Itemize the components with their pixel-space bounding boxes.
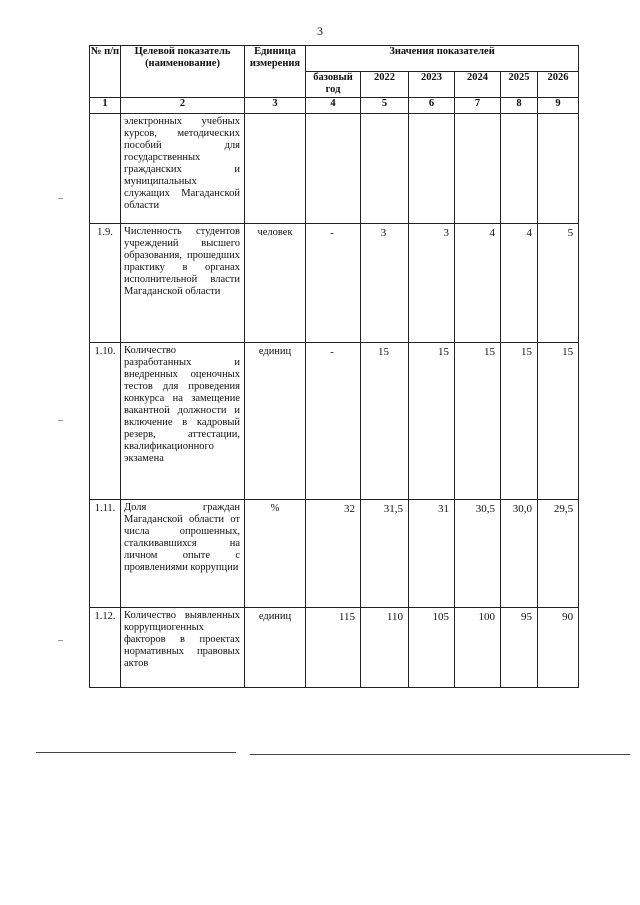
unit: %: [245, 500, 306, 608]
value-2024: [455, 114, 501, 224]
base-year-value: -: [306, 224, 361, 343]
col-number: 3: [245, 98, 306, 114]
value-2026: [538, 114, 579, 224]
indicator-name: Количество выявленных коррупциогенных факторов в проектах нормативных правовых актов: [121, 608, 245, 688]
col-number: 8: [501, 98, 538, 114]
page-bottom-rule: [250, 754, 630, 755]
header-num: № п/п: [90, 46, 121, 98]
header-unit: Единица измерения: [245, 46, 306, 98]
value-2022: 15: [361, 343, 409, 500]
table-row: [90, 608, 579, 688]
value-2022: 3: [361, 224, 409, 343]
value-2026: 90: [538, 608, 579, 688]
value-2025: 4: [501, 224, 538, 343]
page-number: 3: [317, 24, 323, 38]
unit: человек: [245, 224, 306, 343]
col-number: 1: [90, 98, 121, 114]
table-row: [90, 114, 579, 224]
indicator-name: электронных учебных курсов, методических пособий для государственных гражданских и муниципальных служащих Магаданской области: [121, 114, 245, 224]
value-2024: 100: [455, 608, 501, 688]
header-year-2026: 2026: [538, 72, 579, 98]
table-row: [90, 224, 579, 343]
base-year-value: [306, 114, 361, 224]
table-row: [90, 343, 579, 500]
col-number: 9: [538, 98, 579, 114]
unit: единиц: [245, 343, 306, 500]
value-2023: [409, 114, 455, 224]
header-indicator: Целевой показатель (наименование): [121, 46, 245, 98]
value-2025: 15: [501, 343, 538, 500]
row-number: 1.11.: [90, 500, 121, 608]
col-number: 7: [455, 98, 501, 114]
header-base-year: базовый год: [306, 72, 361, 98]
table-row: [90, 500, 579, 608]
margin-tick: [58, 640, 63, 641]
header-year-2024: 2024: [455, 72, 501, 98]
value-2023: 3: [409, 224, 455, 343]
value-2024: 4: [455, 224, 501, 343]
row-number: [90, 114, 121, 224]
unit: [245, 114, 306, 224]
col-number: 4: [306, 98, 361, 114]
value-2024: 30,5: [455, 500, 501, 608]
value-2025: 95: [501, 608, 538, 688]
header-year-2022: 2022: [361, 72, 409, 98]
col-number: 5: [361, 98, 409, 114]
row-number: 1.12.: [90, 608, 121, 688]
value-2026: 15: [538, 343, 579, 500]
col-number: 2: [121, 98, 245, 114]
row-number: 1.9.: [90, 224, 121, 343]
target-indicators-table: [89, 45, 579, 688]
indicator-name: Количество разработанных и внедренных оценочных тестов для проведения конкурса на замещение вакантной должности и включение в кадровый резерв, аттестации, квалификационного экзамена: [121, 343, 245, 500]
value-2022: [361, 114, 409, 224]
value-2025: 30,0: [501, 500, 538, 608]
value-2023: 105: [409, 608, 455, 688]
value-2023: 15: [409, 343, 455, 500]
header-values-group: Значения показателей: [306, 46, 579, 72]
value-2024: 15: [455, 343, 501, 500]
unit: единиц: [245, 608, 306, 688]
base-year-value: 115: [306, 608, 361, 688]
value-2022: 110: [361, 608, 409, 688]
margin-tick: [58, 420, 63, 421]
value-2023: 31: [409, 500, 455, 608]
col-number: 6: [409, 98, 455, 114]
header-year-2025: 2025: [501, 72, 538, 98]
margin-tick: [58, 198, 63, 199]
indicator-name: Доля граждан Магаданской области от числа опрошенных, сталкивавшихся на личном опыте с проявлениями коррупции: [121, 500, 245, 608]
base-year-value: -: [306, 343, 361, 500]
value-2026: 29,5: [538, 500, 579, 608]
value-2026: 5: [538, 224, 579, 343]
indicator-name: Численность студентов учреждений высшего образования, прошедших практику в органах исполнительной власти Магаданской области: [121, 224, 245, 343]
row-number: 1.10.: [90, 343, 121, 500]
value-2022: 31,5: [361, 500, 409, 608]
base-year-value: 32: [306, 500, 361, 608]
header-year-2023: 2023: [409, 72, 455, 98]
value-2025: [501, 114, 538, 224]
page-bottom-rule: [36, 752, 236, 753]
